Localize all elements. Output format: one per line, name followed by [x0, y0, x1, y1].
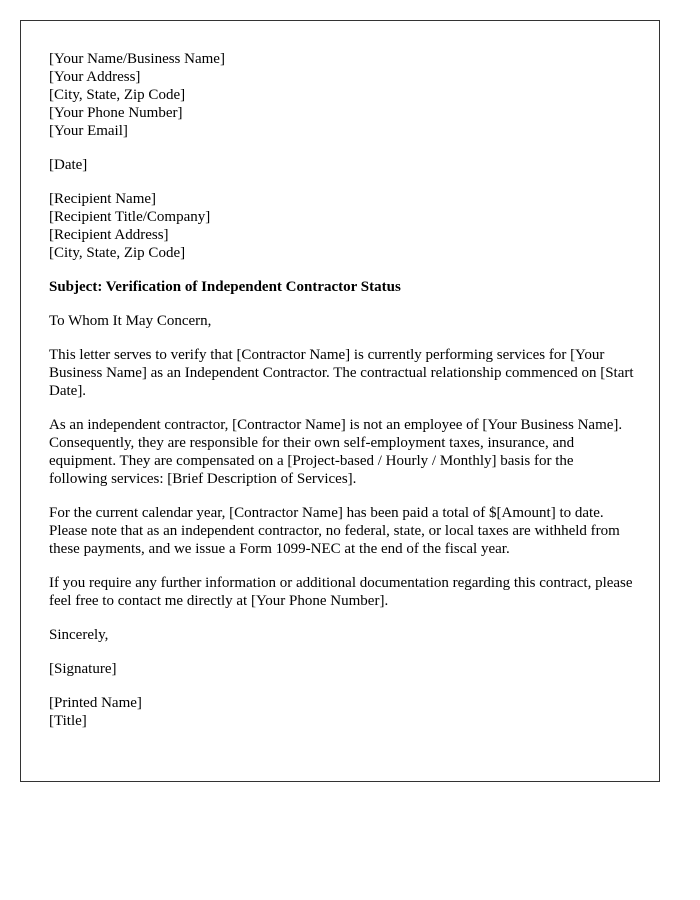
body-paragraph-4: If you require any further information or additional documentation regarding this contract, please feel free to contact me directly at [Your Phone Number]. [49, 575, 633, 609]
signer-title: [Title] [49, 713, 87, 729]
name-title-block [49, 694, 634, 730]
body-paragraph-2: As an independent contractor, [Contractor Name] is not an employee of [Your Business Name]. Consequently, they are responsible for their own self-employment taxes, insurance, and equipment. They are compensated on a [Project-based / Hourly / Monthly] basis for the following services: [Brief Description of Services]. [49, 417, 623, 487]
body-paragraph-1: This letter serves to verify that [Contractor Name] is currently performing services for [Your Business Name] as an Independent Contractor. The contractual relationship commenced on [Start Date]. [49, 347, 634, 399]
sender-city-state-zip: [City, State, Zip Code] [49, 87, 186, 103]
sender-block [49, 50, 634, 140]
sender-phone: [Your Phone Number] [49, 105, 183, 121]
sender-email: [Your Email] [49, 123, 128, 139]
recipient-block [49, 190, 634, 262]
letter-date: [Date] [49, 157, 88, 173]
recipient-city-state-zip: [City, State, Zip Code] [49, 245, 186, 261]
subject-block [49, 278, 634, 296]
recipient-address: [Recipient Address] [49, 227, 169, 243]
signature: [Signature] [49, 661, 117, 677]
closing: Sincerely, [49, 627, 109, 643]
signature-block [49, 660, 634, 678]
body-paragraph-3: For the current calendar year, [Contractor Name] has been paid a total of $[Amount] to date. Please note that as an independent contractor, no federal, state, or local taxes are withheld from these payments, and we issue a Form 1099-NEC at the end of the fiscal year. [49, 505, 620, 557]
closing-block [49, 626, 634, 644]
letter-content [49, 50, 634, 730]
date-block [49, 156, 634, 174]
sender-address: [Your Address] [49, 69, 141, 85]
recipient-title-company: [Recipient Title/Company] [49, 209, 211, 225]
subject-line: Subject: Verification of Independent Contractor Status [49, 279, 401, 295]
recipient-name: [Recipient Name] [49, 191, 157, 207]
salutation-block [49, 312, 634, 330]
salutation: To Whom It May Concern, [49, 313, 212, 329]
letter-page [20, 20, 660, 782]
printed-name: [Printed Name] [49, 695, 142, 711]
sender-name: [Your Name/Business Name] [49, 51, 225, 67]
